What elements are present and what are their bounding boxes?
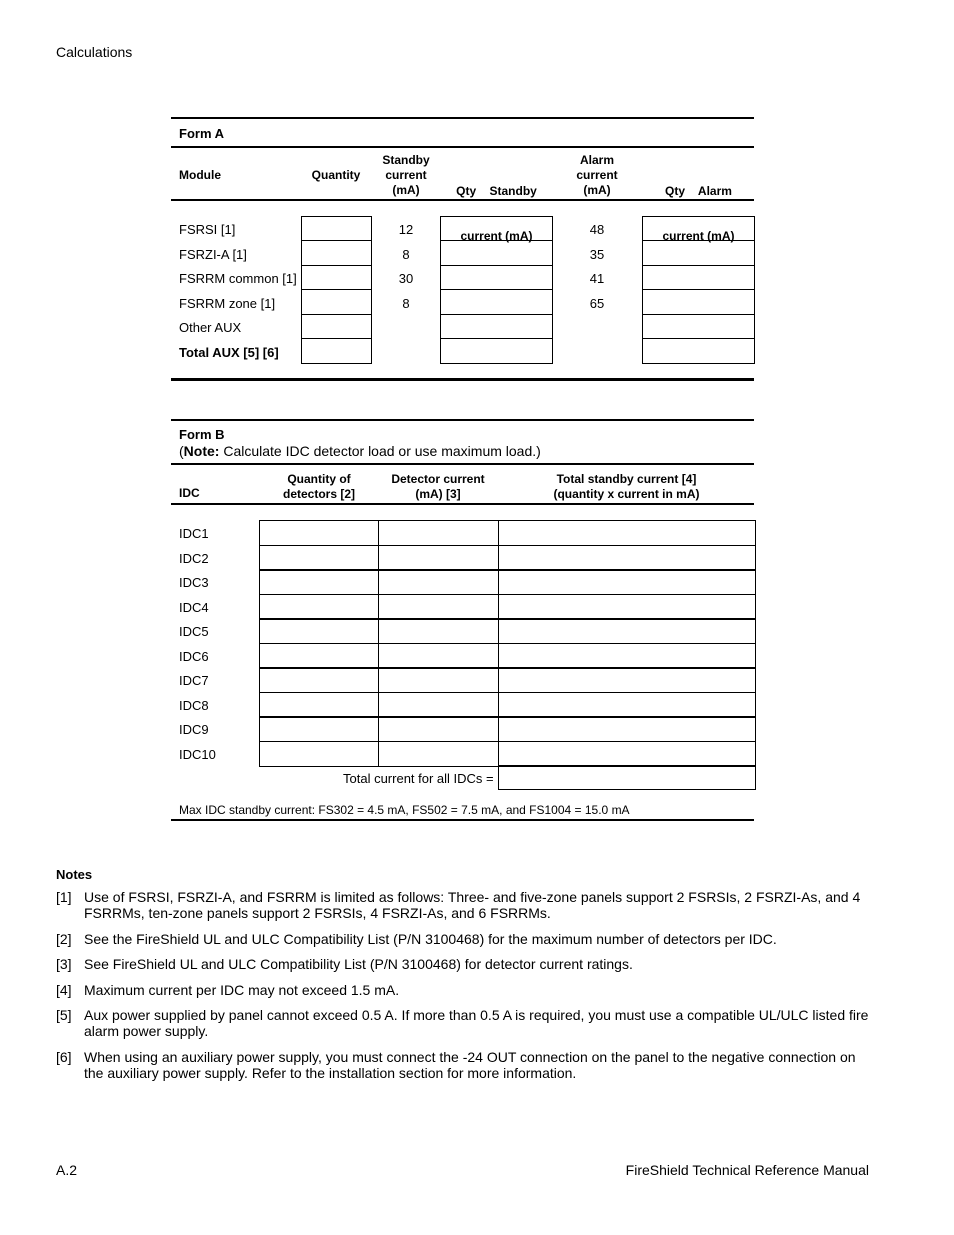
idc-label: IDC4: [179, 600, 209, 615]
idc-detector-current-input[interactable]: [378, 569, 499, 595]
qty-alarm-input[interactable]: [642, 240, 755, 266]
form-a-row-label: Other AUX: [179, 320, 242, 335]
form-a-header-bottom-rule: [171, 199, 754, 201]
idc-detector-current-input[interactable]: [378, 594, 499, 620]
qty-standby-input[interactable]: [440, 216, 553, 241]
idc-total-standby-input[interactable]: [498, 692, 756, 718]
idc-total-standby-input[interactable]: [498, 741, 756, 767]
form-a-row-label: FSRRM zone [1]: [179, 296, 276, 311]
idc-total-standby-input[interactable]: [498, 716, 756, 742]
manual-title: FireShield Technical Reference Manual: [625, 1162, 869, 1178]
notes-title: Notes: [56, 867, 93, 882]
note-text: Use of FSRSI, FSRZI-A, and FSRRM is limited as follows: Three- and five-zone panels support 2 FSRSIs, 2 FSRZI-As, and 4 FSRRMs, ten-zone panels support 2 FSRSIs, 4 FSRZI-As, and 6 FSRRMs.: [84, 889, 861, 921]
quantity-input[interactable]: [301, 314, 372, 339]
idc-label: IDC8: [179, 698, 209, 713]
idc-detector-current-input[interactable]: [378, 667, 499, 693]
note-text: See FireShield UL and ULC Compatibility List (P/N 3100468) for detector current ratings.: [84, 956, 633, 972]
form-b-note-label: Note:: [183, 443, 220, 459]
form-b-note-open: (: [179, 443, 184, 459]
qty-standby-input[interactable]: [440, 265, 553, 290]
col-detector-current: [378, 472, 498, 502]
alarm-value: 35: [589, 247, 605, 262]
idc-label: IDC5: [179, 624, 209, 639]
form-a-title: Form A: [179, 126, 225, 141]
form-b-header-bottom-rule: [171, 503, 754, 505]
form-a-top-rule: [171, 117, 754, 119]
total-idc-input[interactable]: [498, 765, 756, 790]
col-quantity: Quantity: [311, 168, 361, 182]
qty-alarm-input[interactable]: [642, 289, 755, 315]
idc-quantity-input[interactable]: [259, 716, 379, 742]
idc-total-standby-input[interactable]: [498, 520, 756, 546]
idc-label: IDC9: [179, 722, 209, 737]
qty-standby-input[interactable]: [440, 289, 553, 315]
note-item: [56, 931, 876, 947]
col-standby-line1: Standby: [382, 153, 430, 167]
form-a-bottom-rule: [171, 378, 754, 381]
idc-total-standby-input[interactable]: [498, 569, 756, 595]
note-number: [1]: [56, 889, 72, 905]
form-b-footnote: Max IDC standby current: FS302 = 4.5 mA, FS502 = 7.5 mA, and FS1004 = 15.0 mA: [179, 803, 630, 817]
form-a-header-rule: [171, 146, 754, 148]
form-b-header-rule: [171, 463, 754, 465]
idc-label: IDC6: [179, 649, 209, 664]
col-standby-line3: (mA): [392, 183, 420, 197]
col-alarm-line1: Alarm: [579, 153, 614, 167]
alarm-value: 65: [589, 296, 605, 311]
col-quantity-detectors-line1: Quantity of: [287, 472, 351, 486]
standby-value: 8: [402, 247, 410, 262]
col-alarm-line2: current: [576, 168, 618, 182]
idc-label: IDC10: [179, 747, 216, 762]
form-b-note-text: Calculate IDC detector load or use maximum load.): [219, 443, 541, 459]
idc-detector-current-input[interactable]: [378, 643, 499, 669]
note-item: [56, 1049, 876, 1081]
qty-standby-input[interactable]: [440, 314, 553, 339]
qty-alarm-input[interactable]: [642, 314, 755, 339]
form-a-row-label: FSRSI [1]: [179, 222, 236, 237]
idc-quantity-input[interactable]: [259, 667, 379, 693]
idc-total-standby-input[interactable]: [498, 667, 756, 693]
col-quantity-detectors-line2: detectors [2]: [282, 487, 356, 501]
idc-detector-current-input[interactable]: [378, 716, 499, 742]
note-item: [56, 982, 876, 998]
idc-label: IDC7: [179, 673, 209, 688]
idc-quantity-input[interactable]: [259, 618, 379, 644]
note-item: [56, 889, 876, 921]
form-a-row-label: FSRZI-A [1]: [179, 247, 247, 262]
quantity-input[interactable]: [301, 265, 372, 290]
col-module: Module: [179, 168, 221, 182]
form-b-top-rule: [171, 419, 754, 421]
col-detector-current-line2: (mA) [3]: [415, 487, 461, 501]
qty-alarm-input[interactable]: [642, 338, 755, 364]
idc-quantity-input[interactable]: [259, 569, 379, 595]
col-quantity-detectors: [259, 472, 379, 502]
idc-total-standby-input[interactable]: [498, 643, 756, 669]
idc-quantity-input[interactable]: [259, 741, 379, 767]
note-text: Aux power supplied by panel cannot exceed 0.5 A. If more than 0.5 A is required, you must use a compatible UL/ULC listed fire alarm power supply.: [84, 1007, 869, 1039]
col-detector-current-line1: Detector current: [391, 472, 485, 486]
form-a-row-label-total: Total AUX [5] [6]: [179, 345, 279, 360]
standby-value: 12: [398, 222, 414, 237]
form-b-title: Form B: [179, 427, 225, 442]
quantity-input[interactable]: [301, 289, 372, 315]
idc-total-standby-input[interactable]: [498, 618, 756, 644]
idc-detector-current-input[interactable]: [378, 618, 499, 644]
note-item: [56, 1007, 876, 1039]
col-qty-standby-line2: current (mA): [460, 229, 533, 243]
col-alarm-line3: (mA): [583, 183, 611, 197]
col-alarm: [563, 153, 631, 198]
standby-value: 30: [398, 271, 414, 286]
col-qty-alarm-line2: current (mA): [662, 229, 735, 243]
idc-detector-current-input[interactable]: [378, 520, 499, 546]
qty-alarm-input[interactable]: [642, 216, 755, 241]
alarm-value: 41: [589, 271, 605, 286]
note-text: See the FireShield UL and ULC Compatibility List (P/N 3100468) for the maximum number of detectors per IDC.: [84, 931, 777, 947]
total-idc-label: Total current for all IDCs =: [343, 771, 494, 786]
quantity-input[interactable]: [301, 240, 372, 266]
idc-quantity-input[interactable]: [259, 692, 379, 718]
note-number: [4]: [56, 982, 72, 998]
quantity-input[interactable]: [301, 338, 372, 364]
col-qty-alarm-line1: Qty Alarm: [665, 184, 732, 198]
idc-quantity-input[interactable]: [259, 520, 379, 546]
section-header: Calculations: [56, 44, 133, 60]
note-number: [5]: [56, 1007, 72, 1023]
idc-quantity-input[interactable]: [259, 643, 379, 669]
idc-detector-current-input[interactable]: [378, 545, 499, 571]
note-item: [56, 956, 876, 972]
idc-label: IDC2: [179, 551, 209, 566]
note-text: When using an auxiliary power supply, you must connect the -24 OUT connection on the panel to the negative connection on the auxiliary power supply. Refer to the installation section for more information.: [84, 1049, 856, 1081]
qty-alarm-input[interactable]: [642, 265, 755, 290]
col-total-standby: [498, 472, 755, 502]
col-total-standby-line1: Total standby current [4]: [556, 472, 697, 486]
idc-quantity-input[interactable]: [259, 594, 379, 620]
idc-label: IDC3: [179, 575, 209, 590]
page-number: A.2: [56, 1162, 78, 1178]
col-idc: IDC: [179, 486, 200, 500]
quantity-input[interactable]: [301, 216, 372, 241]
idc-detector-current-input[interactable]: [378, 741, 499, 767]
col-qty-standby-line1: Qty Standby: [456, 184, 537, 198]
qty-standby-input[interactable]: [440, 338, 553, 364]
note-number: [6]: [56, 1049, 72, 1065]
standby-value: 8: [402, 296, 410, 311]
col-standby-line2: current: [385, 168, 427, 182]
qty-standby-input[interactable]: [440, 240, 553, 266]
note-number: [2]: [56, 931, 72, 947]
form-b-note: [179, 443, 541, 459]
alarm-value: 48: [589, 222, 605, 237]
idc-detector-current-input[interactable]: [378, 692, 499, 718]
idc-quantity-input[interactable]: [259, 545, 379, 571]
note-number: [3]: [56, 956, 72, 972]
idc-total-standby-input[interactable]: [498, 594, 756, 620]
col-total-standby-line2: (quantity x current in mA): [553, 487, 700, 501]
form-a-row-label: FSRRM common [1]: [179, 271, 297, 286]
idc-label: IDC1: [179, 526, 209, 541]
note-text: Maximum current per IDC may not exceed 1.5 mA.: [84, 982, 400, 998]
col-standby: [372, 153, 440, 198]
idc-total-standby-input[interactable]: [498, 545, 756, 571]
form-b-bottom-rule: [171, 819, 754, 821]
